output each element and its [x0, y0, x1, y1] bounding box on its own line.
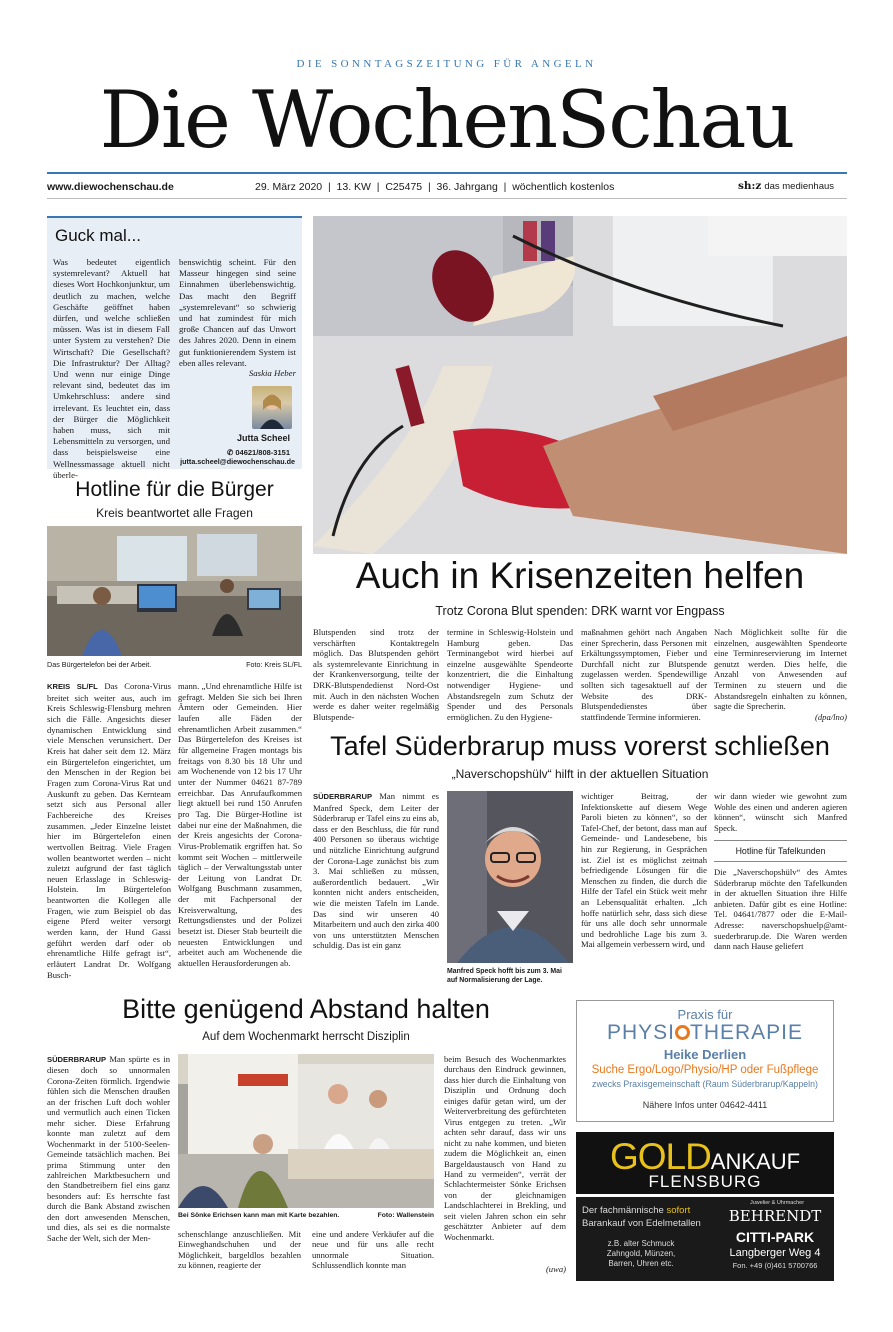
market-text-col3: eine und andere Verkäufer auf die neue und für uns alle recht unnormale Situation. Schlussendlich konnte man: [312, 1229, 434, 1271]
market-dateline: SÜDERBRARUP: [47, 1055, 107, 1064]
gold-ad-shop: BEHRENDT: [728, 1207, 822, 1225]
physio-ad[interactable]: [576, 1000, 834, 1122]
gold-ad-item-1: z.B. alter Schmuck: [607, 1239, 675, 1248]
gold-ad-ankauf: ANKAUF: [710, 1149, 801, 1174]
market-caption: Bei Sönke Erichsen kann man mit Karte bezahlen.: [178, 1212, 340, 1219]
market-signature: (uwa): [545, 1264, 566, 1274]
hotline-credit: Foto: Kreis SL/FL: [246, 660, 302, 669]
tafel-text-col1: [313, 791, 439, 951]
physio-ad-title-part2: THERAPIE: [690, 1021, 804, 1044]
gold-ad[interactable]: [576, 1132, 834, 1194]
gold-ad-line2: Barankauf von Edelmetallen: [582, 1218, 701, 1229]
blood-headline: Auch in Krisenzeiten helfen: [355, 555, 805, 596]
column-signature: Saskia Heber: [248, 368, 296, 378]
column-text-col1: Was bedeutet eigentlich systemrelevant? Aktuell hat dieses Wort Hochkonjunktur, um deutlich zu machen, welche Geschäfte geöffnet haben dürfen, und welche schließen müssen. Was ist in diesem Fall unter System zu verstehen? Die Wirtschaft? Die Gesellschaft? Die Infrastruktur? Der Alltag? Und wenn nur einige Dinge relevant sind, bedeutet das im Umkehrschluss: andere sind irrelevant. Es leuchtet ein, dass der Bürger die Möglichkeit haben muss, sich mit Lebensmitteln zu versorgen, und dass beispielsweise eine Wellnessmassage aktuell nicht überle-: [53, 257, 170, 480]
blood-text-col1: Blutspenden sind trotz der verschärften Kontaktregeln möglich. Das Blutspenden gehört als systemrelevante Einrichtung in der Krankenversorgung, teilte der DRK-Blutspendedienst Nord-Ost mit. Auch in den nächsten Wochen werde es daher weiter regelmäßig Blutspende-: [313, 627, 439, 722]
hotline-photo: [47, 526, 302, 656]
physio-ad-title-part1: PHYSI: [606, 1021, 675, 1044]
tafel-box-rule: [714, 840, 847, 841]
tafel-headline: Tafel Süderbrarup muss vorerst schließen: [330, 731, 830, 761]
gold-ad-shop-tag: Juwelier & Uhrmacher: [749, 1200, 805, 1206]
physio-logo-icon: [675, 1025, 690, 1040]
physio-ad-info: Nähere Infos unter 04642-4411: [642, 1100, 768, 1110]
physio-ad-name: Heike Derlien: [663, 1047, 747, 1062]
market-text-col1: [47, 1054, 170, 1243]
gold-ad-line1-text: Der fachmännische: [582, 1205, 664, 1216]
gold-ad-item-2: Zahngold, Münzen,: [606, 1249, 676, 1258]
gold-ad-line1: [582, 1205, 690, 1216]
gold-ad-center: CITTI-PARK: [735, 1229, 815, 1245]
physio-ad-title: [577, 1021, 833, 1045]
hotline-col1-body: Das Corona-Virus breitet sich weiter aus, auch im Kreis Schleswig-Flensburg mehren sich die Fälle. Angesichts dieser dynamischen Entwicklung sind viele Menschen verunsichert. Der Kreis hat daher seit dem 12. März ein Bürgertelefon eingerichtet, um den Menschen in der Region bei Fragen zum Corona-Virus Rat und Auskunft zu geben. Das Kernteam setzt sich aus Personal aller Fachbereiche des Kreises zusammen. „Jeder Einzelne leistet hier im Bürgertelefon einen wertvollen Beitrag. Viele Fragen wollen beantwortet werden – nicht zuletzt aufgrund der fast täglich neuen Erlasslage in Schleswig-Holstein. Im Bürgertelefon beantworten die Kollegen alle Fragen, wie zum Beispiel ob das eigene Pferd weiter versorgt werden kann, der Hund Gassi geführt werden darf oder ob ehrenamtliche Hilfe gefragt ist“, erläutert Landrat Dr. Wolfgang Busch-: [47, 681, 171, 980]
gold-ad-sofort: sofort: [666, 1205, 691, 1216]
gold-ad-address: Langberger Weg 4: [729, 1247, 821, 1259]
hotline-caption: Das Bürgertelefon bei der Arbeit.: [47, 660, 152, 669]
tafel-col1-body: Man nimmt es Manfred Speck, dem Leiter der Süderbrarup er Tafel eins zu eins ab, dass er den Beschluss, die für rund 400 Personen so überaus wichtige und nützliche Einrichtung aufgrund der Corona-Lage zunächst bis zum 3. Mai schließen zu müssen, außerordentlich bedauert. „Wir konnten nicht anders entscheiden, wie die meisten Tafeln im Lande. Das sind wir unseren 40 Mitarbeitern und auch den zirka 400 von uns unterstützten Menschen schuldig. Das ist ein ganz: [313, 791, 439, 951]
tafel-text-col2: wichtiger Beitrag, der Infektionskette auf diesem Wege Paroli bieten zu können“, so der Tafel-Chef, der betont, dass man auf Gemeinde- und Landesebene, bis hin zur Regierung, in Gesprächen ist. Ziel ist es möglichst zeitnah befriedigende Lösungen für die Menschen zu finden, die durch die Hilfe der Tafel ein Stück weit mehr an Lebensqualität erhalten. „Ich hoffe natürlich sehr, dass sich diese für uns alle doch sehr unnormale und bedrohliche Lage bis zum 3. Mai allgemein verbessern wird, und: [581, 791, 707, 950]
tafel-dateline: SÜDERBRARUP: [313, 792, 373, 801]
physio-ad-offer: Suche Ergo/Logo/Physio/HP oder Fußpflege: [591, 1064, 819, 1076]
hotline-subheadline: Kreis beantwortet alle Fragen: [96, 506, 253, 520]
publisher-brand: [738, 180, 834, 192]
gold-ad-city: FLENSBURG: [648, 1172, 762, 1191]
physio-ad-line1: Praxis für: [677, 1007, 733, 1022]
tafel-caption: Manfred Speck hofft bis zum 3. Mai auf Normalisierung der Lage.: [447, 968, 562, 984]
blood-text-col3: maßnahmen gehört nach Angaben einer Sprecherin, dass Personen mit Erkältungssymptomen, Fieber und Durchfall nicht zur Blutspende zugelassen werden. Spendewillige sollten sich tagesaktuell auf der Website des DRK-Blutspendedienstes über stattfindende Termine informieren.: [581, 627, 707, 722]
column-text-col2: benswichtig scheint. Für den Masseur hingegen sind seine Einnahmen überlebenswichtig. Das macht den Begriff „systemrelevant“ so schwierig und hat zumindest für mich große Chancen auf das Unwort des Jahres 2020. Denn in einem gut funktionierendem System ist eben alles relevant.: [179, 257, 296, 368]
market-subheadline: Auf dem Wochenmarkt herrscht Disziplin: [202, 1031, 410, 1043]
author-name: Jutta Scheel: [236, 433, 290, 443]
author-photo: [252, 386, 292, 429]
tafel-subheadline: „Naverschopshülv“ hilft in der aktuellen Situation: [451, 767, 709, 781]
physio-ad-note: zwecks Praxisgemeinschaft (Raum Süderbrarup/Kappeln): [592, 1079, 818, 1089]
author-phone: ✆ 04621/808-3151: [226, 448, 290, 457]
market-text-col2: schenschlange anzuschließen. Mit Einweghandschuhen und der Möglichkeit, bargeldlos bezahlen zu können, reagierte der: [178, 1229, 301, 1271]
blood-signature: (dpa/lno): [815, 712, 847, 722]
issue-info: 29. März 2020 | 13. KW | C25475 | 36. Jahrgang | wöchentlich kostenlos: [255, 181, 615, 193]
tafel-box-title: Hotline für Tafelkunden: [735, 846, 826, 856]
publisher-name: das medienhaus: [764, 181, 835, 192]
hotline-dateline: KREIS SL/FL: [47, 682, 98, 691]
hotline-text-col2: mann. „Und ehrenamtliche Hilfe ist gefragt. Melden Sie sich bei Ihren Ämtern oder Gemeinden. Hier laufen alle Fäden der ehrenamtlichen Arbeit zusammen.“ Das Bürgertelefon des Kreises ist für allgemeine Fragen montags bis freitags von 8.30 bis 18 Uhr und am Wochenende von 12 bis 17 Uhr unter der Nummer 04621 87-789 erreichbar. Das Anrufaufkommen liegt aktuell bei rund 150 Anrufen pro Tag. Die Bürger-Hotline ist dabei nur eine der Maßnahmen, die der Kreis angesichts der Corona-Virus-Problematik ergriffen hat. So kommt seit Wochen – mittlerweile täglich – der Verwaltungsstab unter der Leitung von Landrat Dr. Wolfgang Buschmann zusammen, der mit Fachpersonal der Kreisverwaltung, des Rettungsdienstes und der Polizei besetzt ist. Dieser Stab beurteilt die neuesten Entwicklungen und arbeitet auch am Wochenende die aktuellen Herausforderungen ab.: [178, 681, 302, 969]
newspaper-title: Die WochenSchau: [99, 74, 794, 166]
tafel-text-col3: wir dann wieder wie gewohnt zum Wohle des einen und anderen agieren können“, wünscht sich Manfred Speck.: [714, 791, 847, 833]
blood-text-col2: termine in Schleswig-Holstein und Hamburg geben. Das Terminangebot wird hierbei auf einzelne ausgewählte Spendeorte konzentriert, die die Einhaltung notwendiger Hygiene- und Abstandsregeln zum Schutz der Spender und des Personals ermöglichen. Zu den Hygiene-: [447, 627, 573, 722]
author-email[interactable]: jutta.scheel@diewochenschau.de: [180, 457, 295, 466]
market-text-col4: beim Besuch des Wochenmarktes durchaus den Eindruck gewinnen, dass hier durch die Einhaltung von Disziplin und Ordnung doch einiges dafür getan wird, um der Weiterverbreitung des gefürchteten Virus entgegen zu treten. „Wir achten sehr darauf, dass wir uns nicht zu nahe kommen, und bieten zudem die Möglichkeit an, einen Bargeldaustausch von Hand zu Hand zu vermeiden“, verrät der Schlachtermeister Sönke Erichsen von der gleichnamigen Landschlachterei in Brekling, und seit vielen Jahren schon ein sehr geschätzter Anbieter auf dem Wochenmarkt.: [444, 1054, 566, 1242]
market-photo: [178, 1054, 434, 1208]
tafel-box-rule-2: [714, 861, 847, 862]
website-link[interactable]: www.diewochenschau.de: [47, 181, 174, 193]
hotline-headline: Hotline für die Bürger: [75, 478, 274, 501]
gold-ad-details[interactable]: [576, 1197, 834, 1281]
gold-ad-gold: GOLD: [609, 1136, 711, 1177]
market-col1-body: Man spürte es in diesen doch so unnormalen Corona-Zeiten förmlich. Irgendwie fühlen sich die Menschen draußen an der frischen Luft doch wohler und vermutlich auch einen Ticken mehr sicher. Diese Erfahrung konnte man zuletzt auf dem Wochenmarkt in der 5100-Seelen-Gemeinde tatsächlich machen. Bei prima Stimmung unter den zahlreichen Marktbesuchern und den Standbetreibern fiel eins ganz besonders auf: Es herrschte fast durch die Bank Abstand zwischen den dort anwesenden Menschen, und dies, als sei es die normalste Sache der Welt, sich der Men-: [47, 1054, 170, 1243]
hotline-text-col1: [47, 681, 171, 980]
manfred-speck-photo: [447, 791, 573, 963]
gold-ad-item-3: Barren, Uhren etc.: [608, 1259, 674, 1268]
blood-subheadline: Trotz Corona Blut spenden: DRK warnt vor Engpass: [435, 604, 725, 618]
gold-ad-fax: Fon. +49 (0)461 5700766: [732, 1261, 818, 1270]
publisher-logo: sh:z: [738, 180, 762, 192]
tafel-box-text: Die „Naverschopshülv“ des Amtes Süderbrarup möchte den Tafelkunden in der aktuellen Situation ihre Hilfe anbieten. Dafür gibt es eine Hotline: Tel. 04641/7877 oder die E-Mail-Adresse: naverschopshuelp@amt-suederbrarup.de. Die Waren werden dann nach Hause geliefert: [714, 867, 847, 952]
masthead-rule-bottom: [47, 198, 847, 199]
blood-text-col4: Nach Möglichkeit sollte für die einzelnen, ausgewählten Spendeorte eine Terminreservierung im Internet genutzt werden. Dies helfe, die Anzahl von Anwesenden auf Terminen zu steuern und die Abstandsregeln einhalten zu können, sagte die Sprecherin.: [714, 627, 847, 712]
market-headline: Bitte genügend Abstand halten: [122, 994, 490, 1024]
column-heading: Guck mal...: [55, 226, 141, 245]
blood-donation-photo: [313, 216, 847, 554]
tagline: DIE SONNTAGSZEITUNG FÜR ANGELN: [296, 58, 597, 70]
masthead-rule-top: [47, 172, 847, 174]
market-credit: Foto: Wallenstein: [377, 1212, 434, 1219]
